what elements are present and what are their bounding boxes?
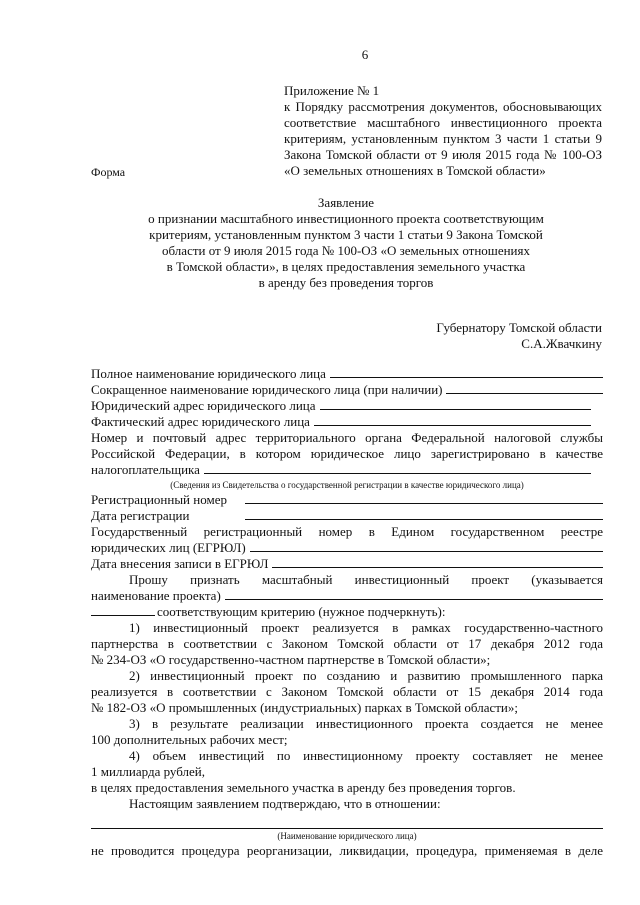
project-name-row-continued [91,604,603,620]
title-line: в Томской области», в целях предоставления земельного участка [166,259,526,274]
criterion-2-line[interactable]: 2) инвестиционный проект по созданию и развитию промышленного парка [129,668,603,683]
document-title [90,195,602,291]
criterion-1-line[interactable]: партнерства в соответствии с Законом Томской области от 17 декабря 2012 года [91,636,603,651]
appendix-line: «О земельных отношениях в Томской области» [284,163,546,178]
appendix-line: критериям, установленным пунктом 3 части 1 статьи 9 [284,131,602,146]
criterion-2-line[interactable]: № 182-ОЗ «О промышленных (индустриальных) парках в Томской области»; [91,700,519,715]
reg-date-field[interactable] [245,508,603,520]
organization-name-note: (Наименование юридического лица) [277,831,417,841]
criterion-4-line[interactable]: 4) объем инвестиций по инвестиционному проекту составляет не менее [129,748,603,763]
full-name-label: Полное наименование юридического лица [91,366,326,381]
ogrn-field[interactable] [250,540,603,552]
tax-authority-field[interactable] [204,462,591,474]
criterion-3-line[interactable]: 3) в результате реализации инвестиционного проекта создается не менее [129,716,603,731]
project-name-field[interactable] [225,588,603,600]
addressee-title: Губернатору Томской области [436,320,602,335]
title-line: критериям, установленным пунктом 3 части 1 статьи 9 Закона Томской [149,227,543,242]
appendix-line: к Порядку рассмотрения документов, обосновывающих [284,99,602,114]
short-name-field[interactable] [446,382,603,394]
actual-address-label: Фактический адрес юридического лица [91,414,310,429]
title-line: в аренду без проведения торгов [258,275,434,290]
egrul-date-row [91,556,603,572]
project-name-row [91,588,603,604]
reg-date-label: Дата регистрации [91,508,190,523]
ogrn-label: юридических лиц (ЕГРЮЛ) [91,540,246,555]
appendix-line: Закона Томской области от 9 июля 2015 года № 100-ОЗ [284,147,602,162]
confirm-line: Настоящим заявлением подтверждаю, что в отношении: [129,796,441,811]
page-number: 6 [361,47,369,62]
addressee-block [436,320,602,352]
full-name-field[interactable] [330,366,603,378]
appendix-line: Приложение № 1 [284,83,380,98]
egrul-date-label: Дата внесения записи в ЕГРЮЛ [91,556,269,571]
criterion-1-line[interactable]: 1) инвестиционный проект реализуется в рамках государственно-частного [129,620,603,635]
criterion-2-line[interactable]: реализуется в соответствии с Законом Томской области от 15 декабря 2014 года [91,684,603,699]
reg-number-row [91,492,603,508]
title-line: о признании масштабного инвестиционного проекта соответствующим [148,211,544,226]
project-name-field-continued[interactable] [91,604,155,616]
actual-address-row [91,414,603,430]
full-name-row [91,366,603,382]
short-name-row [91,382,603,398]
legal-address-label: Юридический адрес юридического лица [91,398,316,413]
taxpayer-label: налогоплательщика [91,462,200,477]
legal-address-field[interactable] [320,398,592,410]
purpose-line: в целях предоставления земельного участка в аренду без проведения торгов. [91,780,516,795]
egrul-date-field[interactable] [272,556,603,568]
registration-note: (Сведения из Свидетельства о государственной регистрации в качестве юридического лица) [170,480,524,490]
criterion-1-line[interactable]: № 234-ОЗ «О государственно-частном партнерстве в Томской области»; [91,652,491,667]
addressee-name: С.А.Жвачкину [521,336,602,351]
taxpayer-row [91,462,603,478]
short-name-label: Сокращенное наименование юридического лица (при наличии) [91,382,443,397]
criterion-4-line[interactable]: 1 миллиарда рублей, [91,764,206,779]
tax-authority-line: Номер и почтовый адрес территориального органа Федеральной налоговой службы [91,430,603,445]
request-line: Прошу признать масштабный инвестиционный проект (указывается [129,572,603,587]
reg-date-row [91,508,603,524]
title-heading: Заявление [317,195,375,210]
ogrn-line: Государственный регистрационный номер в Едином государственном реестре [91,524,603,539]
title-line: области от 9 июля 2015 года № 100-ОЗ «О земельных отношениях [162,243,530,258]
form-body [91,366,603,859]
ogrn-row [91,540,603,556]
reg-number-field[interactable] [245,492,603,504]
appendix-line: соответствие масштабного инвестиционного проекта [284,115,602,130]
actual-address-field[interactable] [314,414,591,426]
tax-authority-line: Российской Федерации, в котором юридическое лицо зарегистрировано в качестве [91,446,603,461]
legal-address-row [91,398,603,414]
last-line: не проводится процедура реорганизации, ликвидации, процедура, применяемая в деле [91,843,603,858]
appendix-block [284,83,602,179]
organization-name-field[interactable] [91,814,603,829]
form-label: Форма [91,165,126,179]
criteria-intro: соответствующим критерию (нужное подчеркнуть): [157,604,446,619]
project-name-label: наименование проекта) [91,588,221,603]
criterion-3-line[interactable]: 100 дополнительных рабочих мест; [91,732,288,747]
reg-number-label: Регистрационный номер [91,492,227,507]
